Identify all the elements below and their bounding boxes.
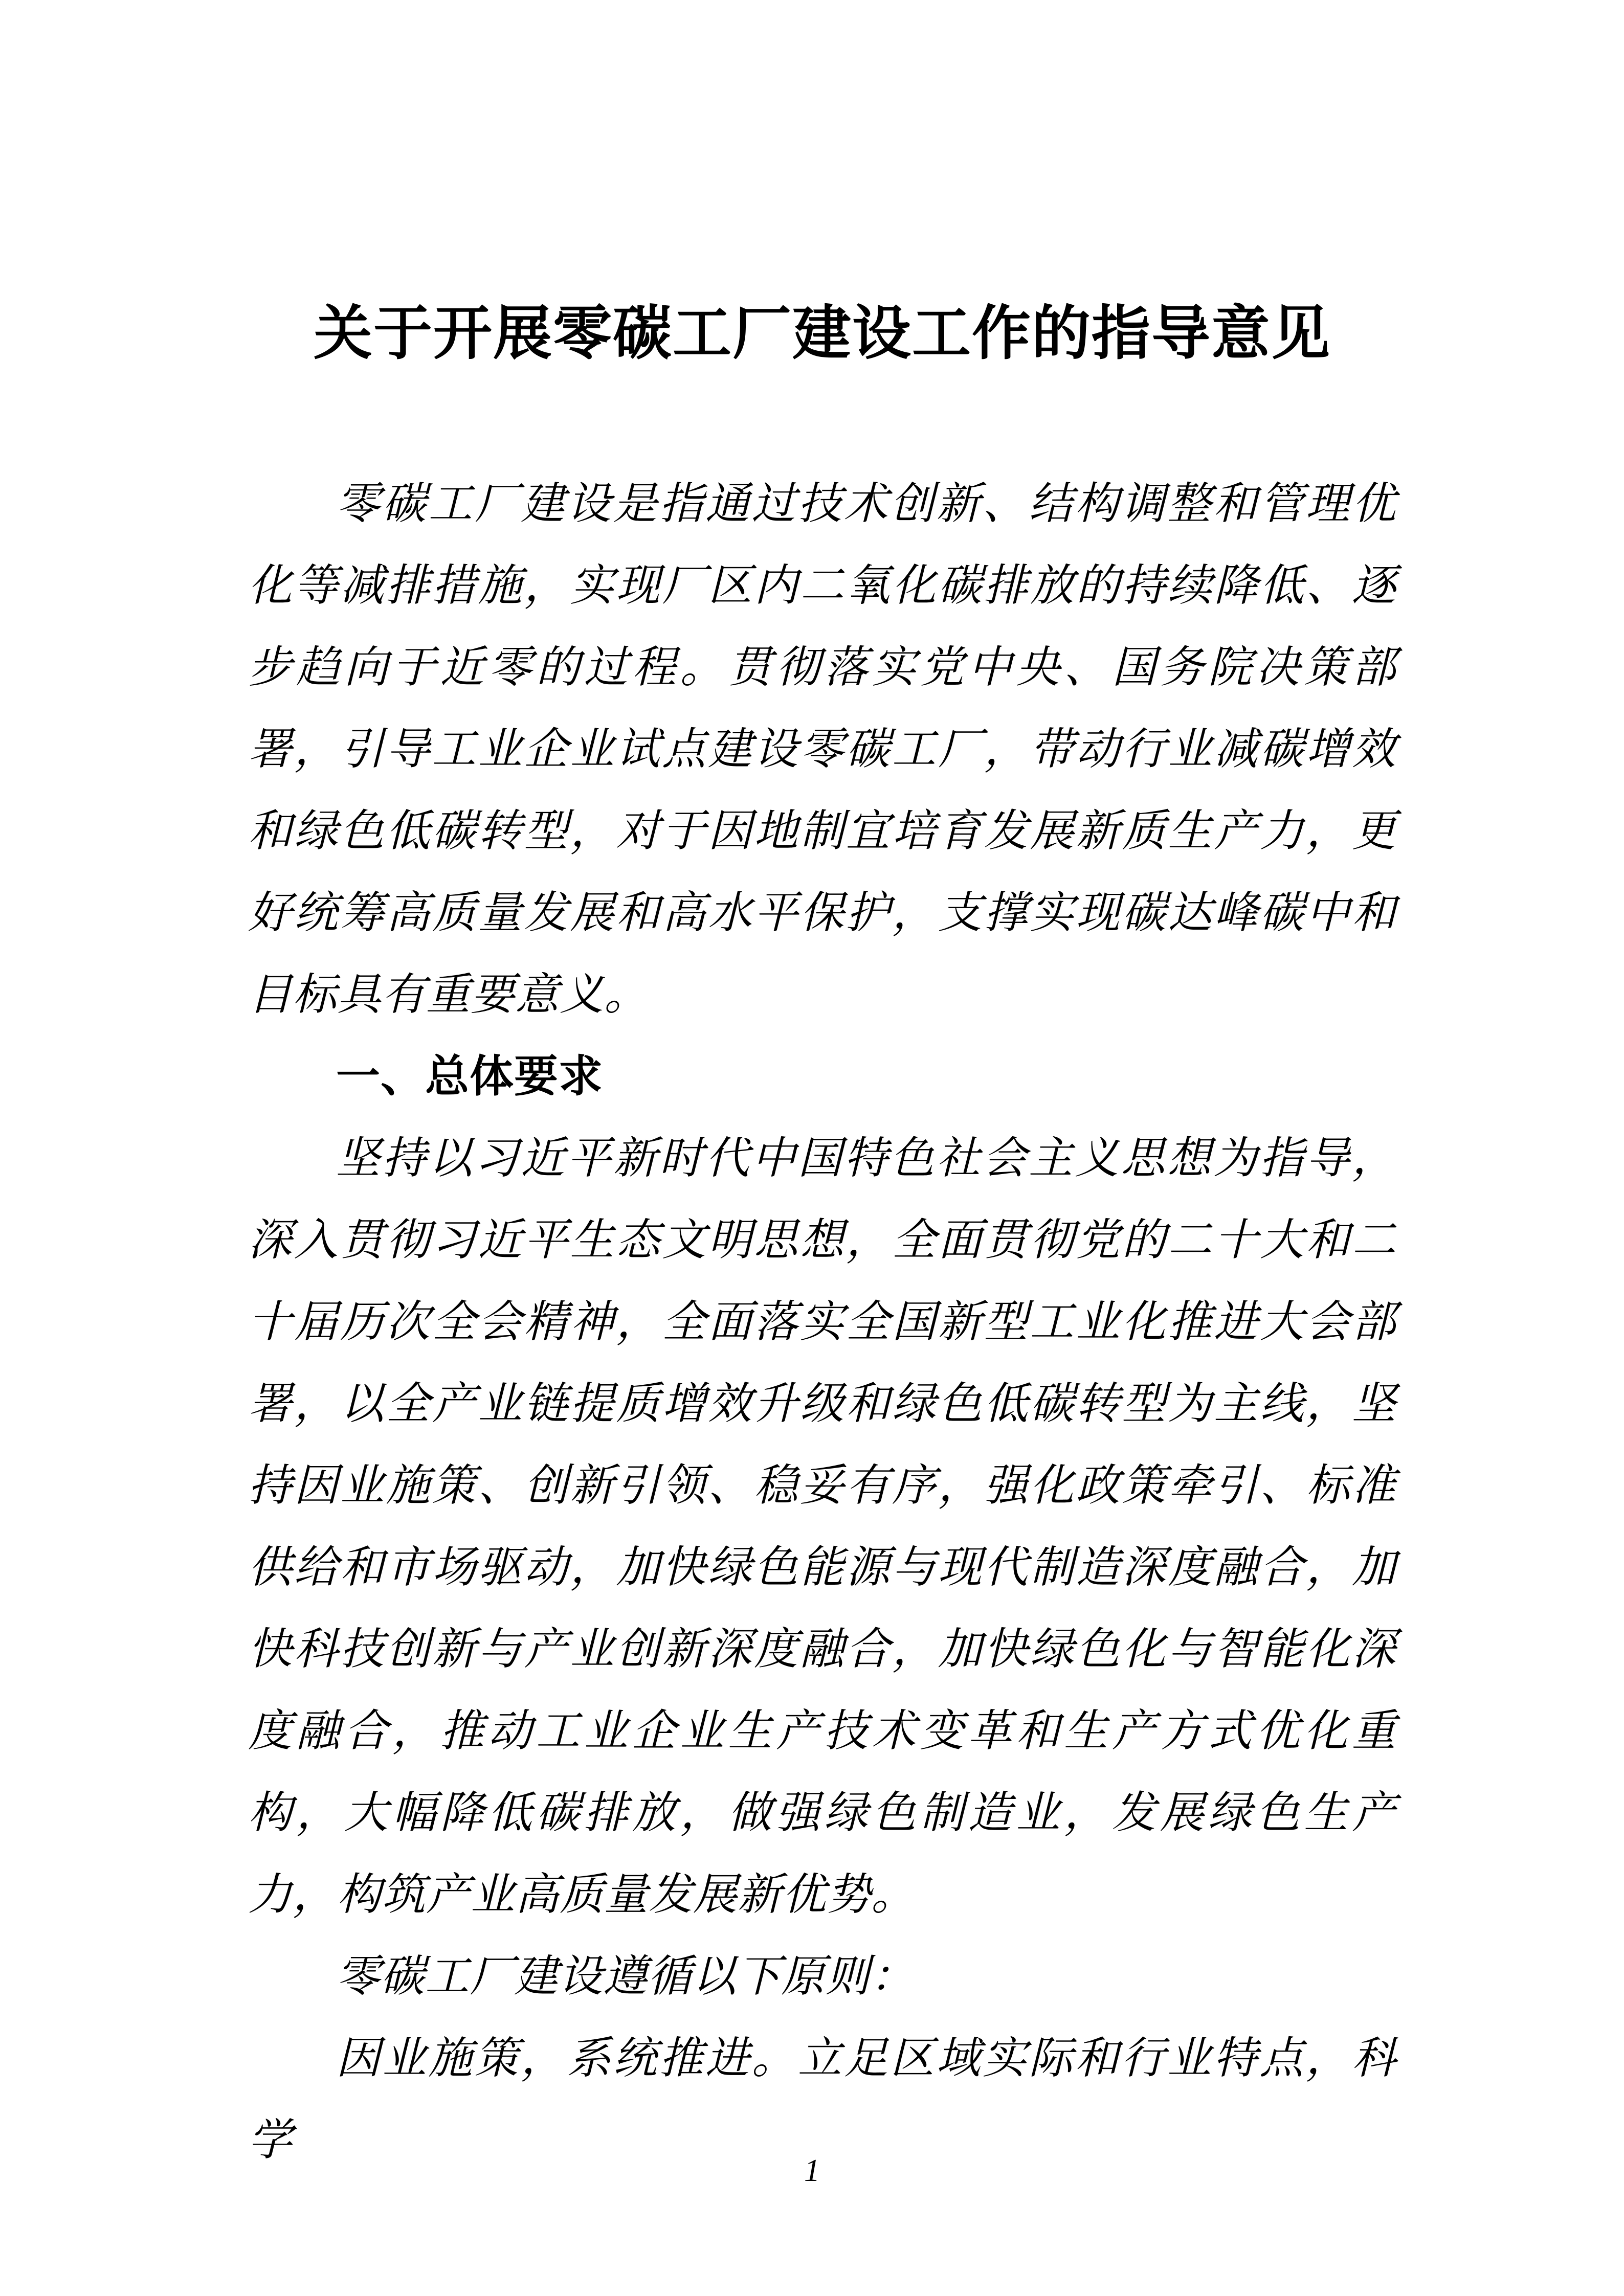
paragraph-principle-first: 因业施策，系统推进。立足区域实际和行业特点，科学 [248,2034,1396,2165]
section-heading-overall-requirements: 一、总体要求 [336,1052,603,1101]
document-title: 关于开展零碳工厂建设工作的指导意见 [313,301,1331,366]
content-area [248,289,1396,2181]
page-number: 1 [804,2153,820,2188]
paragraph-intro: 零碳工厂建设是指通过技术创新、结构调整和管理优化等减排措施，实现厂区内二氧化碳排放的持续降低、逐步趋向于近零的过程。贯彻落实党中央、国务院决策部署，引导工业企业试点建设零碳工厂，带动行业减碳增效和绿色低碳转型，对于因地制宜培育发展新质生产力，更好统筹高质量发展和高水平保护，支撑实现碳达峰碳中和目标具有重要意义。 [248,479,1396,1019]
paragraph-principles-lead: 零碳工厂建设遵循以下原则： [336,1952,915,2001]
paragraph-guiding-ideology: 坚持以习近平新时代中国特色社会主义思想为指导，深入贯彻习近平生态文明思想，全面贯彻党的二十大和二十届历次全会精神，全面落实全国新型工业化推进大会部署，以全产业链提质增效升级和绿色低碳转型为主线，坚持因业施策、创新引领、稳妥有序，强化政策牵引、标准供给和市场驱动，加快绿色能源与现代制造深度融合，加快科技创新与产业创新深度融合，加快绿色化与智能化深度融合，推动工业企业生产技术变革和生产方式优化重构，大幅降低碳排放，做强绿色制造业，发展绿色生产力，构筑产业高质量发展新优势。 [248,1134,1396,1919]
